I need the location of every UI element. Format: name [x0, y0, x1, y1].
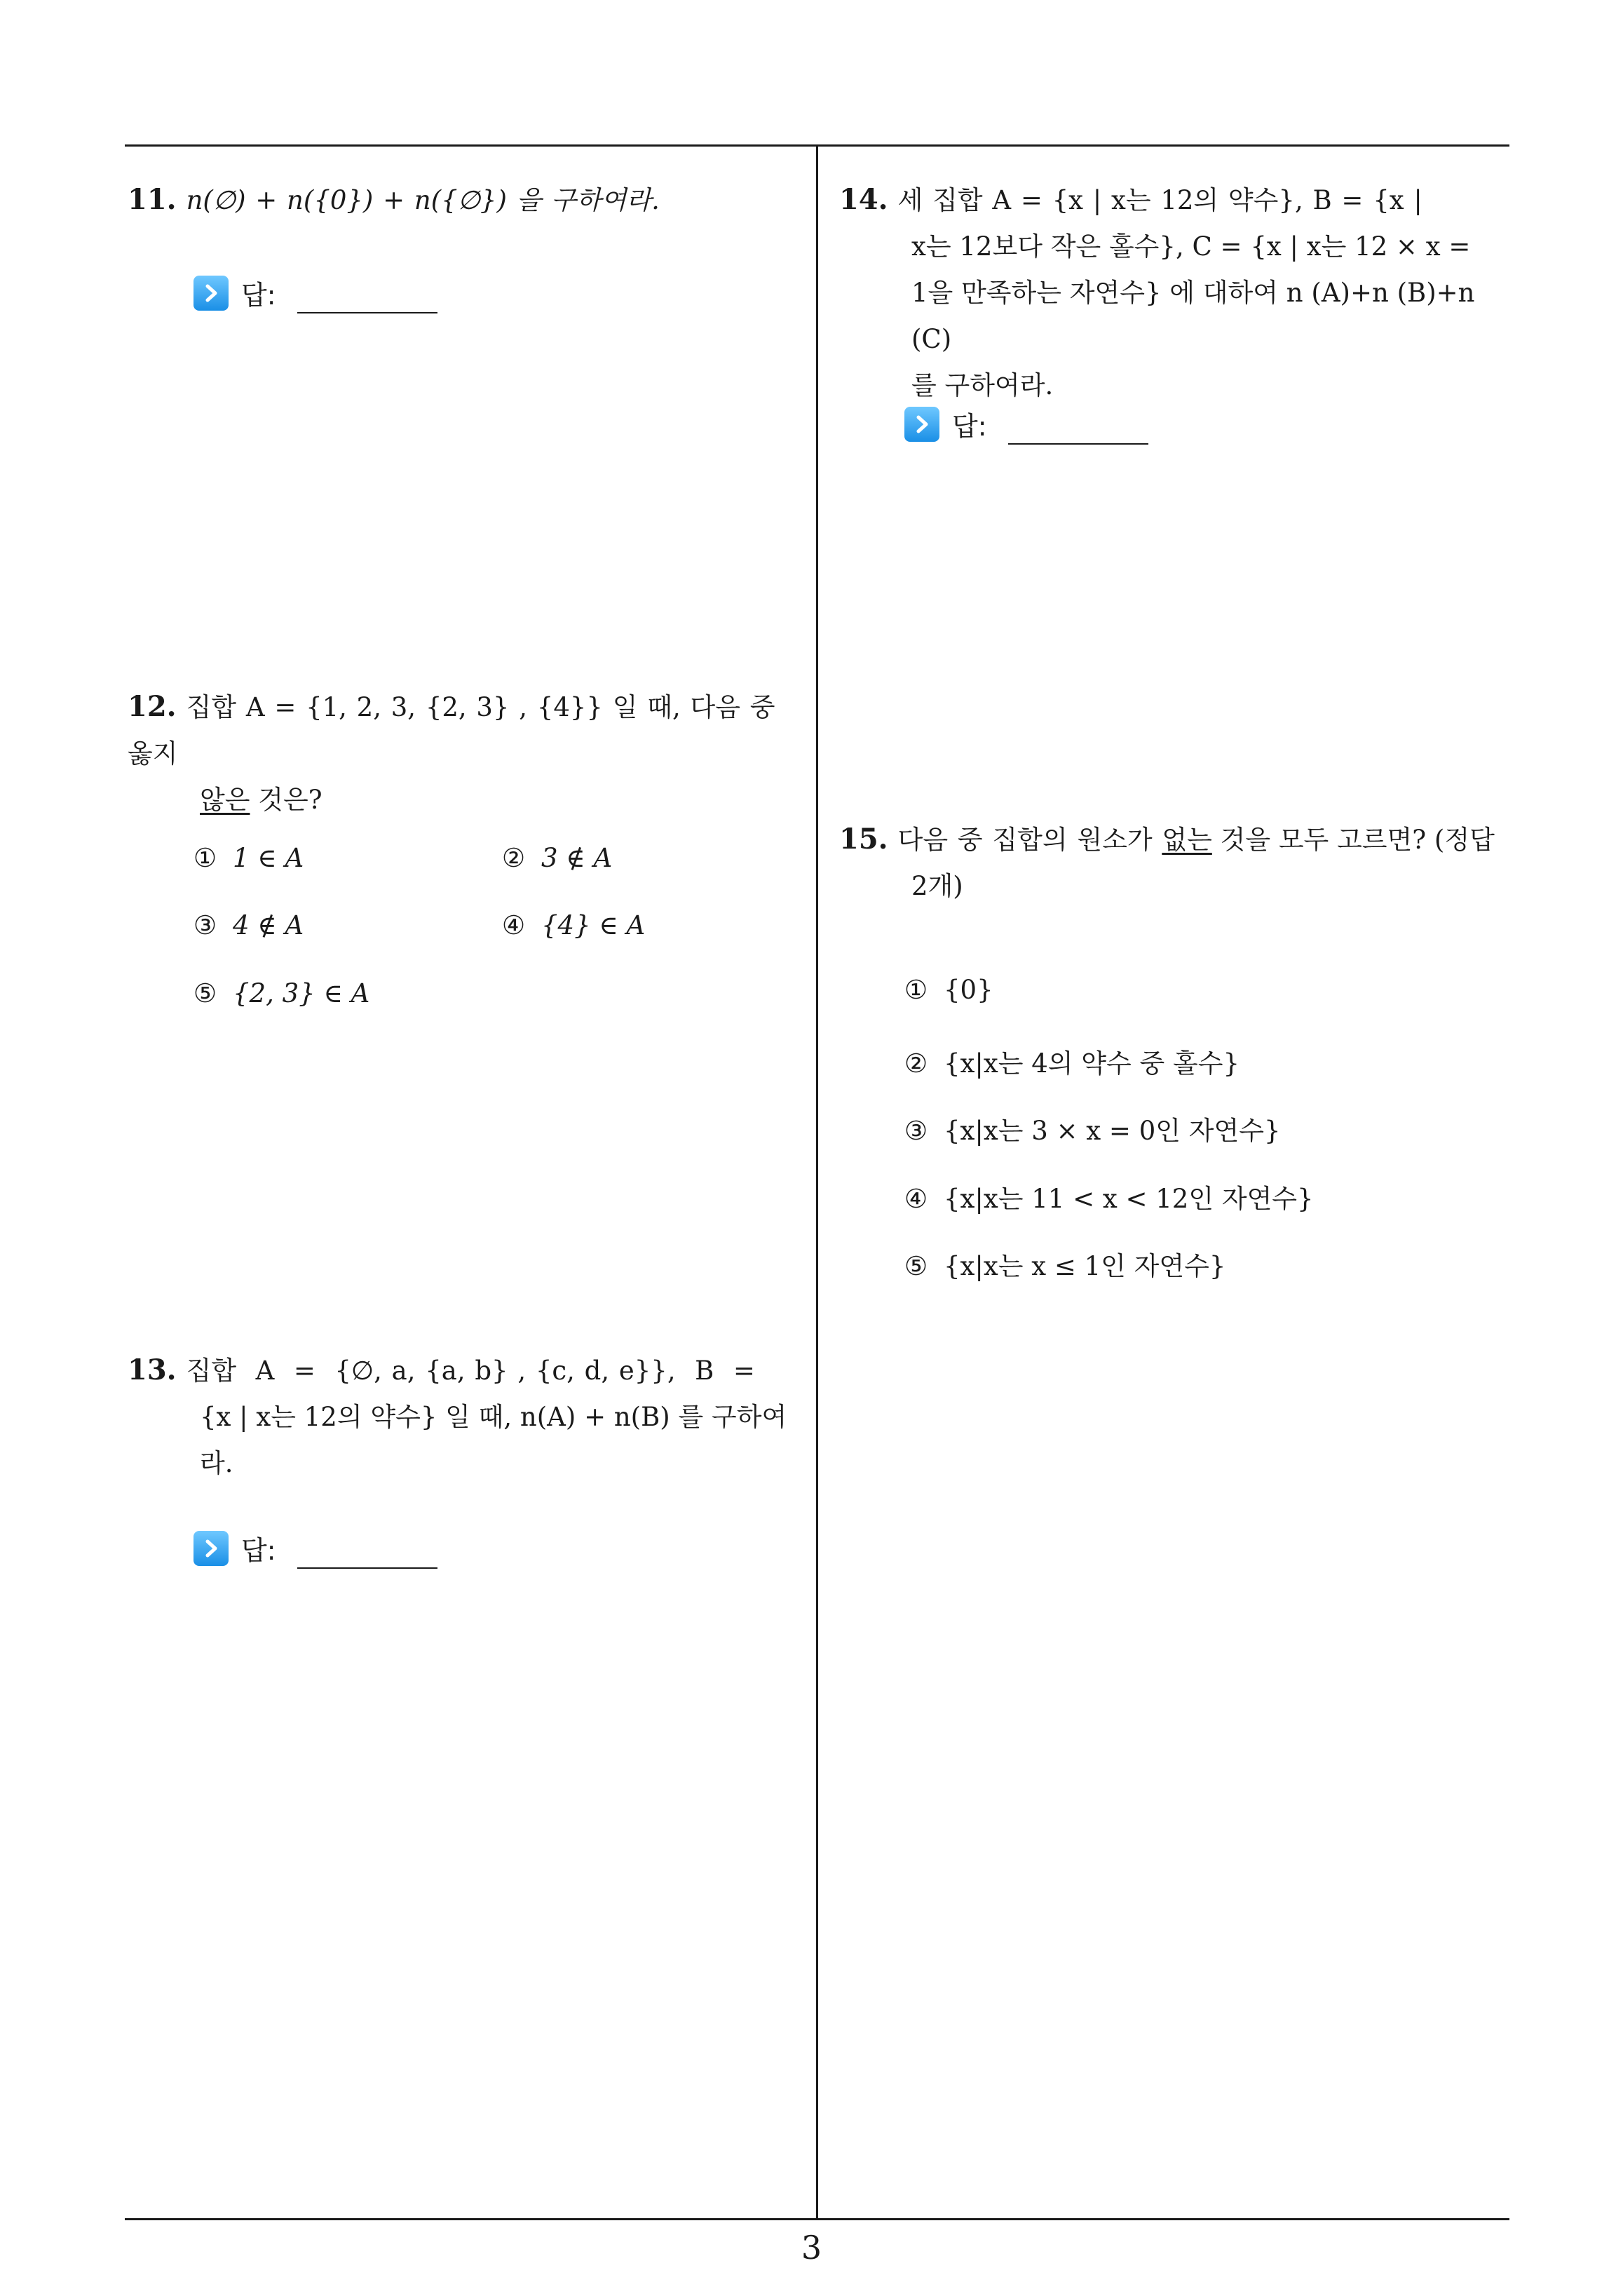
problem-text-line2: 2개)	[911, 871, 963, 901]
problem-14	[839, 177, 1512, 409]
problem-text-line1-pre: 다음 중 집합의 원소가	[897, 825, 1162, 855]
choice-text: {x|x는 3 × x = 0인 자연수}	[944, 1116, 1281, 1146]
problem-15	[839, 816, 1512, 910]
underlined-word: 않은	[200, 785, 250, 815]
page-number: 3	[801, 2229, 822, 2267]
choice-text: {0}	[944, 975, 993, 1005]
answer-blank[interactable]	[297, 312, 437, 313]
choice-text: 3 ∉ A	[541, 843, 613, 873]
answer-row-11	[193, 274, 437, 312]
choice-1[interactable]	[193, 843, 304, 873]
choice-mark: ⑤	[193, 978, 217, 1008]
answer-blank[interactable]	[297, 1567, 437, 1569]
problem-text: n(∅) + n({0}) + n({∅}) 을 구하여라.	[186, 185, 660, 215]
problem-text-line3: 1을 만족하는 자연수} 에 대하여 n (A)+n (B)+n (C)	[911, 278, 1475, 354]
problem-12	[128, 684, 808, 823]
problem-number: 14.	[839, 183, 888, 216]
answer-label: 답:	[241, 280, 276, 311]
answer-row-14	[904, 405, 1148, 443]
problem-text-line3: 라.	[200, 1448, 233, 1478]
choice-2[interactable]	[502, 843, 612, 873]
choice-4[interactable]	[904, 1177, 1314, 1215]
choice-text: 4 ∉ A	[233, 910, 304, 940]
choice-mark: ③	[904, 1116, 928, 1146]
column-divider	[816, 146, 818, 2219]
choice-3[interactable]	[193, 910, 304, 940]
bottom-rule	[125, 2218, 1509, 2220]
problem-number: 12.	[128, 690, 177, 723]
problem-text-line1: 세 집합 A = {x | x는 12의 약수}, B = {x |	[897, 185, 1422, 215]
answer-label: 답:	[241, 1535, 276, 1566]
answer-row-13	[193, 1529, 437, 1567]
problem-text-line4: 를 구하여라.	[911, 370, 1054, 400]
line2-rest: 것은?	[250, 785, 322, 815]
choice-mark: ②	[904, 1048, 928, 1079]
choice-mark: ④	[502, 910, 526, 940]
choice-text: {x|x는 x ≤ 1인 자연수}	[944, 1251, 1226, 1281]
problem-number: 13.	[128, 1353, 177, 1386]
choice-1[interactable]	[904, 975, 993, 1005]
choice-5[interactable]	[904, 1245, 1225, 1283]
problem-11	[128, 177, 660, 224]
choice-3[interactable]	[904, 1109, 1281, 1147]
answer-blank[interactable]	[1008, 443, 1148, 445]
chevron-right-icon	[193, 1531, 229, 1566]
choice-mark: ④	[904, 1184, 928, 1214]
choice-mark: ②	[502, 843, 526, 873]
choice-mark: ①	[904, 975, 928, 1005]
chevron-right-icon	[904, 407, 939, 442]
problem-text-line1: 집합 A = {∅, a, {a, b} , {c, d, e}}, B =	[186, 1356, 755, 1386]
problem-number: 11.	[128, 183, 177, 216]
problem-13	[128, 1347, 808, 1487]
choice-text: 1 ∈ A	[233, 843, 304, 873]
choice-mark: ⑤	[904, 1251, 928, 1281]
problem-number: 15.	[839, 823, 888, 856]
answer-label: 답:	[952, 411, 987, 442]
choice-text: {x|x는 11 < x < 12인 자연수}	[944, 1184, 1314, 1214]
choice-text: {2, 3} ∈ A	[233, 978, 370, 1008]
problem-text-line1: 집합 A = {1, 2, 3, {2, 3} , {4}} 일 때, 다음 중 옳지	[128, 692, 775, 769]
choice-text: {4} ∈ A	[541, 910, 646, 940]
choice-4[interactable]	[502, 910, 645, 940]
choice-mark: ①	[193, 843, 217, 873]
problem-text-line2: {x | x는 12의 약수} 일 때, n(A) + n(B) 를 구하여	[200, 1402, 787, 1432]
choice-mark: ③	[193, 910, 217, 940]
choice-2[interactable]	[904, 1042, 1240, 1080]
choice-5[interactable]	[193, 978, 369, 1008]
problem-text-line2	[128, 777, 808, 823]
problem-text-line1-post: 것을 모두 고르면? (정답	[1211, 825, 1495, 855]
chevron-right-icon	[193, 276, 229, 311]
underlined-word: 없는	[1162, 825, 1212, 855]
problem-text-line2: x는 12보다 작은 홀수}, C = {x | x는 12 × x =	[911, 231, 1471, 262]
choice-text: {x|x는 4의 약수 중 홀수}	[944, 1048, 1240, 1079]
